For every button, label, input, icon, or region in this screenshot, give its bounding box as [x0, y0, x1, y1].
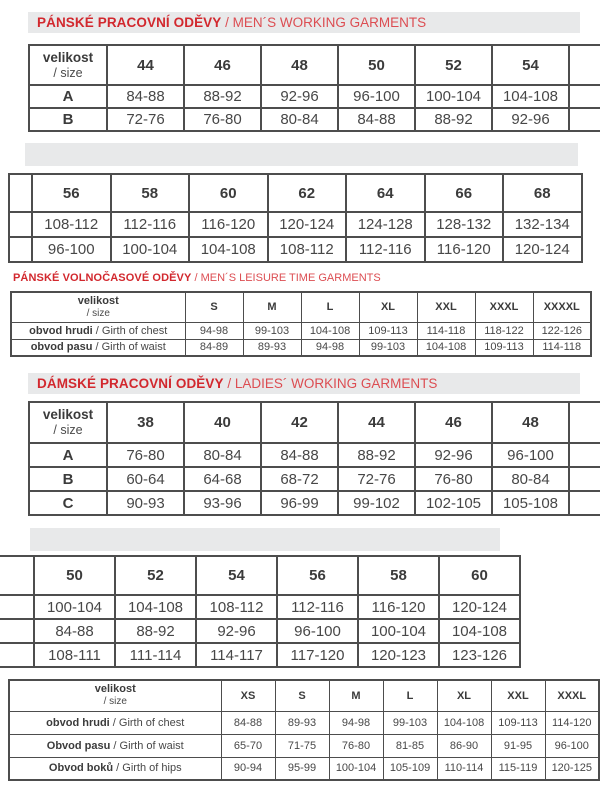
size-range-cell: 120-125: [545, 757, 599, 780]
size-range-cell: 112-116: [277, 595, 358, 619]
section-title-czech: PÁNSKÉ VOLNOČASOVÉ ODĚVY: [13, 272, 192, 284]
size-range-cell: 109-113: [475, 339, 533, 356]
size-range-cell: 88-92: [115, 619, 196, 643]
size-range-cell: 104-108: [189, 237, 268, 262]
size-range-cell: 120-123: [358, 643, 439, 667]
section-title-men-working: [28, 12, 580, 33]
size-range-cell: 92-96: [261, 85, 338, 108]
size-range-cell: 99-102: [338, 491, 415, 515]
column-header: XXL: [491, 680, 545, 711]
size-range-cell: 128-132: [425, 212, 504, 237]
table-row: [0, 595, 520, 619]
size-range-cell: 91-95: [491, 734, 545, 757]
column-header: XL: [437, 680, 491, 711]
stub-cell: [569, 467, 600, 491]
size-range-cell: 115-119: [491, 757, 545, 780]
size-range-cell: 80-84: [492, 467, 569, 491]
column-header: S: [275, 680, 329, 711]
size-range-cell: 89-93: [275, 711, 329, 734]
table-row: [29, 108, 600, 131]
row-label: Obvod boků / Girth of hips: [9, 757, 221, 780]
size-range-cell: 100-104: [329, 757, 383, 780]
size-range-cell: 114-118: [417, 322, 475, 339]
table-row: [0, 643, 520, 667]
size-range-cell: 114-117: [196, 643, 277, 667]
column-header: 66: [425, 174, 504, 212]
size-range-cell: 94-98: [185, 322, 243, 339]
size-range-cell: 92-96: [415, 443, 492, 467]
column-header: 60: [189, 174, 268, 212]
table-ladies-working-50-60: [0, 555, 521, 668]
size-range-cell: 65-70: [221, 734, 275, 757]
size-range-cell: 124-128: [346, 212, 425, 237]
column-header: 54: [196, 556, 277, 595]
table-row: [11, 322, 591, 339]
size-range-cell: 112-116: [111, 212, 190, 237]
section-title-czech: PÁNSKÉ PRACOVNÍ ODĚVY: [37, 15, 222, 30]
table-men-working-56-68: [8, 173, 583, 263]
size-range-cell: 90-93: [107, 491, 184, 515]
row-label: C: [29, 491, 107, 515]
size-range-cell: 72-76: [107, 108, 184, 131]
column-header: 50: [34, 556, 115, 595]
size-range-cell: 100-104: [111, 237, 190, 262]
row-label: Obvod pasu / Girth of waist: [9, 734, 221, 757]
size-range-cell: 94-98: [329, 711, 383, 734]
table-row: [9, 734, 599, 757]
size-range-cell: 104-108: [301, 322, 359, 339]
row-label: B: [29, 108, 107, 131]
table-row: [9, 711, 599, 734]
size-range-cell: 102-105: [415, 491, 492, 515]
column-header: XXXL: [545, 680, 599, 711]
stub-cell: [569, 443, 600, 467]
table-row: [9, 237, 582, 262]
size-range-cell: 104-108: [439, 619, 520, 643]
size-range-cell: 114-118: [533, 339, 591, 356]
column-header: 44: [107, 45, 184, 85]
section-title-english: / MEN´S LEISURE TIME GARMENTS: [191, 272, 381, 284]
size-range-cell: 96-100: [32, 237, 111, 262]
column-header: 42: [261, 402, 338, 443]
table-row: [29, 85, 600, 108]
stub-cell: [569, 85, 600, 108]
table-men-leisure: [10, 291, 592, 357]
table-men-working-44-54-grid: [28, 44, 600, 132]
size-range-cell: 90-94: [221, 757, 275, 780]
column-header: 54: [492, 45, 569, 85]
size-range-cell: 104-108: [492, 85, 569, 108]
stub-cell: [0, 595, 34, 619]
size-range-cell: 84-88: [107, 85, 184, 108]
table-ladies-girth-grid: [8, 679, 600, 781]
size-range-cell: 99-103: [243, 322, 301, 339]
size-range-cell: 114-120: [545, 711, 599, 734]
column-header: 56: [32, 174, 111, 212]
size-range-cell: 109-113: [359, 322, 417, 339]
column-header: 58: [111, 174, 190, 212]
column-header: 52: [115, 556, 196, 595]
size-range-cell: 84-88: [221, 711, 275, 734]
size-range-cell: 94-98: [301, 339, 359, 356]
column-header: 40: [184, 402, 261, 443]
size-range-cell: 116-120: [425, 237, 504, 262]
size-range-cell: 76-80: [329, 734, 383, 757]
column-header: 48: [492, 402, 569, 443]
stub-cell: [9, 237, 32, 262]
column-header: 48: [261, 45, 338, 85]
column-header: 64: [346, 174, 425, 212]
size-range-cell: 104-108: [437, 711, 491, 734]
size-range-cell: 88-92: [415, 108, 492, 131]
size-range-cell: 99-103: [359, 339, 417, 356]
size-range-cell: 108-112: [268, 237, 347, 262]
column-header: XXXL: [475, 292, 533, 322]
size-range-cell: 116-120: [189, 212, 268, 237]
size-range-cell: 108-112: [32, 212, 111, 237]
column-header: 46: [184, 45, 261, 85]
size-range-cell: 92-96: [492, 108, 569, 131]
column-header: 52: [415, 45, 492, 85]
stub-cell: [9, 174, 32, 212]
column-header: XXXXL: [533, 292, 591, 322]
column-header: 58: [358, 556, 439, 595]
column-header: S: [185, 292, 243, 322]
table-row: [29, 467, 600, 491]
size-range-cell: 116-120: [358, 595, 439, 619]
size-range-cell: 108-112: [196, 595, 277, 619]
table-row: [0, 619, 520, 643]
size-range-cell: 80-84: [184, 443, 261, 467]
stub-cell: [569, 491, 600, 515]
column-header: XS: [221, 680, 275, 711]
stub-cell: [0, 619, 34, 643]
column-header: M: [329, 680, 383, 711]
section-title-english: / MEN´S WORKING GARMENTS: [221, 15, 427, 30]
column-header: 68: [503, 174, 582, 212]
size-range-cell: 108-111: [34, 643, 115, 667]
row-label: obvod hrudi / Girth of chest: [9, 711, 221, 734]
table-men-working-44-54: [28, 44, 600, 132]
size-range-cell: 72-76: [338, 467, 415, 491]
column-header: 38: [107, 402, 184, 443]
size-range-cell: 86-90: [437, 734, 491, 757]
column-header: 62: [268, 174, 347, 212]
column-header: 56: [277, 556, 358, 595]
size-range-cell: 84-88: [338, 108, 415, 131]
table-row: [11, 339, 591, 356]
column-header: 44: [338, 402, 415, 443]
size-range-cell: 104-108: [417, 339, 475, 356]
table-ladies-working-38-48: [28, 401, 600, 516]
size-range-cell: 122-126: [533, 322, 591, 339]
size-range-cell: 112-116: [346, 237, 425, 262]
size-range-cell: 120-124: [439, 595, 520, 619]
size-range-cell: 89-93: [243, 339, 301, 356]
size-range-cell: 84-88: [261, 443, 338, 467]
size-range-cell: 88-92: [338, 443, 415, 467]
size-range-cell: 120-124: [503, 237, 582, 262]
table-ladies-working-50-60-grid: [0, 555, 521, 668]
size-range-cell: 93-96: [184, 491, 261, 515]
size-range-cell: 100-104: [34, 595, 115, 619]
size-range-cell: 80-84: [261, 108, 338, 131]
size-range-cell: 117-120: [277, 643, 358, 667]
size-range-cell: 84-89: [185, 339, 243, 356]
column-header: XL: [359, 292, 417, 322]
row-label: A: [29, 443, 107, 467]
size-range-cell: 95-99: [275, 757, 329, 780]
row-label: obvod pasu / Girth of waist: [11, 339, 185, 356]
size-range-cell: 96-99: [261, 491, 338, 515]
size-range-cell: 71-75: [275, 734, 329, 757]
row-label: obvod hrudi / Girth of chest: [11, 322, 185, 339]
size-range-cell: 60-64: [107, 467, 184, 491]
size-range-cell: 100-104: [415, 85, 492, 108]
size-range-cell: 76-80: [184, 108, 261, 131]
size-range-cell: 92-96: [196, 619, 277, 643]
stub-cell: [569, 45, 600, 85]
size-range-cell: 104-108: [115, 595, 196, 619]
column-header: 60: [439, 556, 520, 595]
size-range-cell: 76-80: [107, 443, 184, 467]
size-range-cell: 105-109: [383, 757, 437, 780]
section-title-english: / LADIES´ WORKING GARMENTS: [223, 376, 438, 391]
table-men-leisure-grid: [10, 291, 592, 357]
size-range-cell: 76-80: [415, 467, 492, 491]
size-label-header: velikost / size: [9, 680, 221, 711]
size-range-cell: 96-100: [338, 85, 415, 108]
row-label: B: [29, 467, 107, 491]
size-range-cell: 123-126: [439, 643, 520, 667]
size-range-cell: 68-72: [261, 467, 338, 491]
table-row: [9, 212, 582, 237]
size-range-cell: 88-92: [184, 85, 261, 108]
table-row: [9, 757, 599, 780]
size-range-cell: 84-88: [34, 619, 115, 643]
section-title-czech: DÁMSKÉ PRACOVNÍ ODĚVY: [37, 376, 224, 391]
column-header: XXL: [417, 292, 475, 322]
stub-cell: [569, 108, 600, 131]
column-header: 46: [415, 402, 492, 443]
stub-cell: [0, 556, 34, 595]
separator-bar: [30, 528, 500, 551]
size-range-cell: 111-114: [115, 643, 196, 667]
size-range-cell: 81-85: [383, 734, 437, 757]
stub-cell: [0, 643, 34, 667]
column-header: M: [243, 292, 301, 322]
size-range-cell: 64-68: [184, 467, 261, 491]
size-label-header: velikost / size: [29, 45, 107, 85]
column-header: L: [301, 292, 359, 322]
size-range-cell: 132-134: [503, 212, 582, 237]
size-range-cell: 99-103: [383, 711, 437, 734]
table-men-working-56-68-grid: [8, 173, 583, 263]
table-row: [29, 491, 600, 515]
table-row: [29, 443, 600, 467]
separator-bar: [25, 143, 578, 166]
section-title-men-leisure: [13, 271, 381, 285]
size-label-header: velikost / size: [11, 292, 185, 322]
size-range-cell: 118-122: [475, 322, 533, 339]
size-range-cell: 100-104: [358, 619, 439, 643]
stub-cell: [569, 402, 600, 443]
size-range-cell: 96-100: [545, 734, 599, 757]
stub-cell: [9, 212, 32, 237]
size-range-cell: 110-114: [437, 757, 491, 780]
section-title-ladies-working: [28, 373, 580, 394]
column-header: 50: [338, 45, 415, 85]
size-range-cell: 109-113: [491, 711, 545, 734]
size-range-cell: 96-100: [492, 443, 569, 467]
row-label: A: [29, 85, 107, 108]
size-range-cell: 120-124: [268, 212, 347, 237]
size-range-cell: 105-108: [492, 491, 569, 515]
size-range-cell: 96-100: [277, 619, 358, 643]
table-ladies-girth: [8, 679, 600, 781]
table-ladies-working-38-48-grid: [28, 401, 600, 516]
size-label-header: velikost / size: [29, 402, 107, 443]
column-header: L: [383, 680, 437, 711]
